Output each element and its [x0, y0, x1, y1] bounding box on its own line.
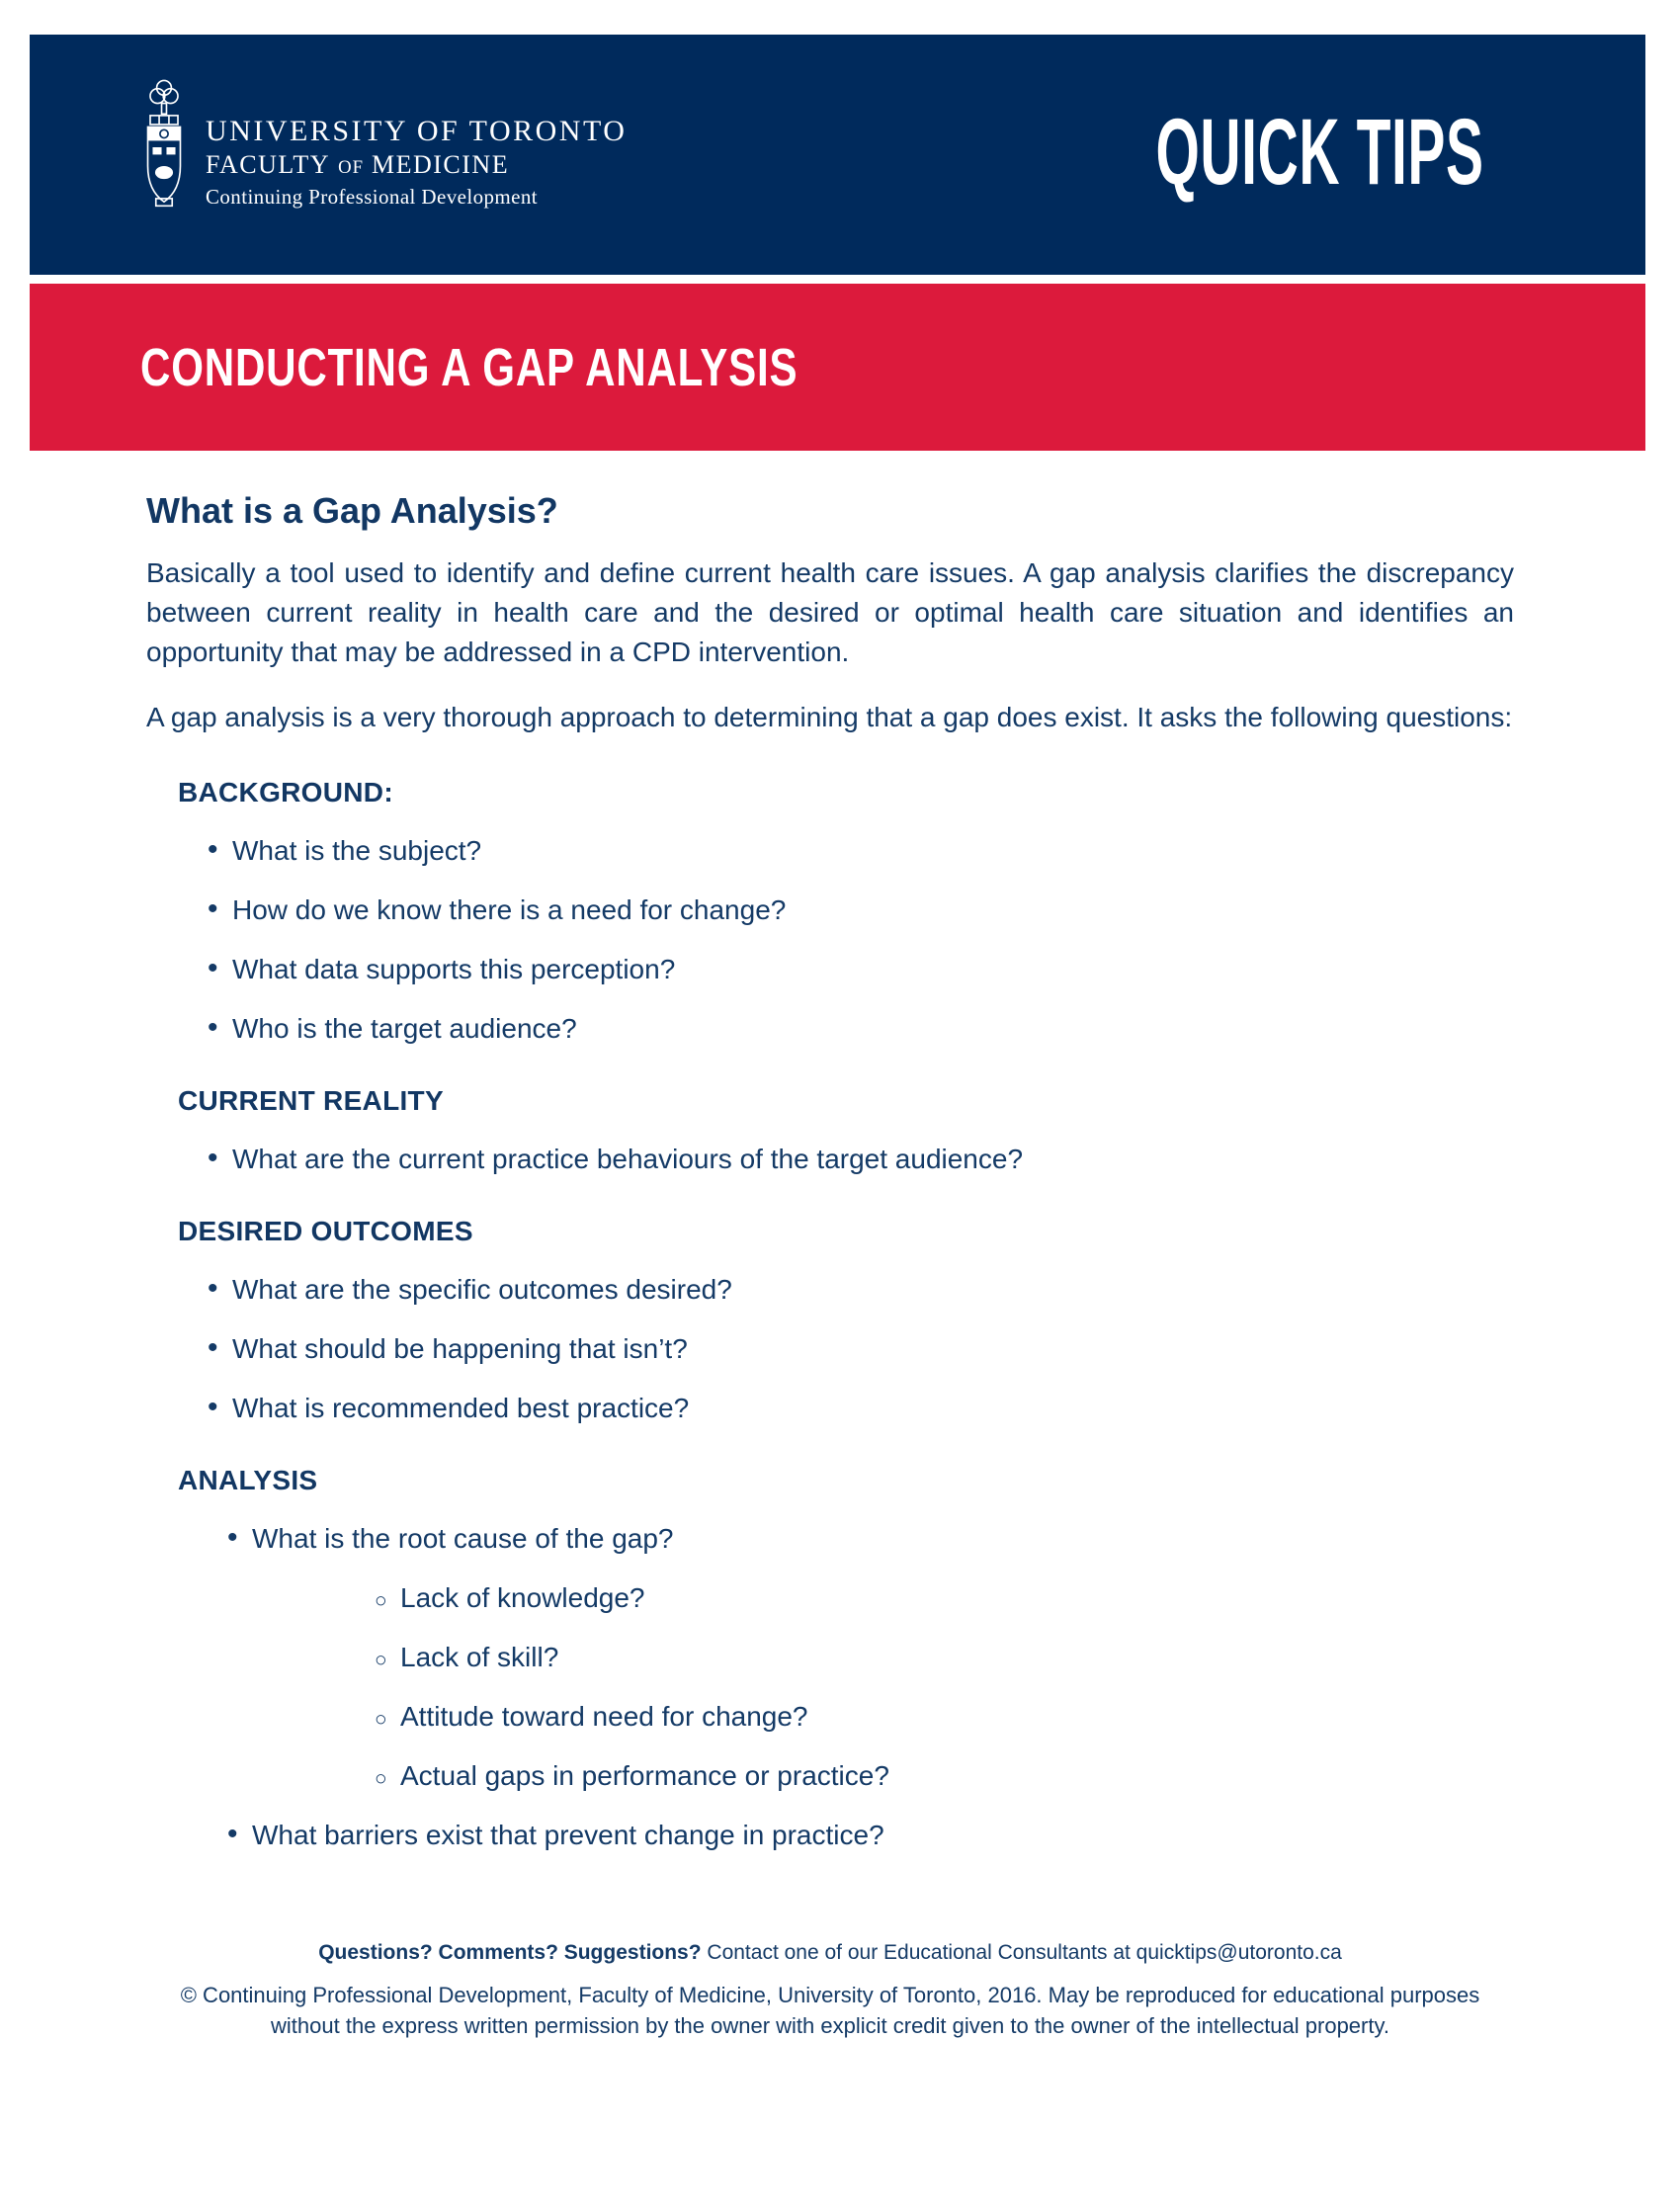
- section-desired-outcomes: [146, 1216, 1514, 1425]
- wordmark-of: OF: [338, 157, 364, 178]
- section-heading: BACKGROUND:: [178, 777, 393, 807]
- wordmark-line-faculty: [206, 149, 627, 183]
- bullet-text: Who is the target audience?: [232, 1013, 577, 1044]
- wordmark-medicine: MEDICINE: [372, 150, 510, 179]
- document-body: [0, 490, 1680, 2041]
- section-heading: CURRENT REALITY: [178, 1085, 444, 1116]
- sub-bullet-list: [252, 1581, 1514, 1793]
- uoft-logo: [138, 78, 627, 216]
- section-heading: DESIRED OUTCOMES: [178, 1216, 473, 1246]
- footer-contact-line: [146, 1939, 1514, 1967]
- bullet-list: [146, 1522, 1514, 1852]
- bullet-text: What is the root cause of the gap?: [252, 1523, 674, 1554]
- wordmark-line-cpd: Continuing Professional Development: [206, 185, 538, 209]
- bullet-item: [146, 1332, 1514, 1366]
- bullet-text: How do we know there is a need for change?: [232, 894, 787, 925]
- bullet-item: [146, 1143, 1514, 1176]
- bullet-text: What are the current practice behaviours of the target audience?: [232, 1144, 1024, 1174]
- bullet-text: What barriers exist that prevent change in practice?: [252, 1820, 884, 1850]
- page: [0, 35, 1680, 2209]
- bullet-text: What should be happening that isn’t?: [232, 1333, 688, 1364]
- intro-paragraph-2: A gap analysis is a very thorough approach to determining that a gap does exist. It asks the following questions:: [146, 702, 1513, 732]
- uoft-crest-icon: [138, 78, 190, 216]
- bullet-item: [146, 1273, 1514, 1307]
- bullet-item: [146, 1522, 1514, 1793]
- sub-bullet-item: ○ Actual gaps in performance or practice?: [252, 1759, 1514, 1793]
- footer: [146, 1939, 1514, 2041]
- quick-tips-wordmark: QUICK TIPS: [1155, 100, 1484, 205]
- footer-copyright: © Continuing Professional Development, Faculty of Medicine, University of Toronto, 2016. May be reproduced for educational purposes without the express written permission by the owner with explicit credit given to the owner of the intellectual property.: [180, 1983, 1480, 2038]
- bullet-item: [146, 1819, 1514, 1852]
- intro-paragraph-1: Basically a tool used to identify and define current health care issues. A gap analysis clarifies the discrepancy between current reality in health care and the desired or optimal health care situation and identifies an opportunity that may be addressed in a CPD intervention.: [146, 557, 1514, 667]
- sub-bullet-item: ○ Lack of knowledge?: [252, 1581, 1514, 1615]
- document-title: CONDUCTING A GAP ANALYSIS: [140, 337, 798, 397]
- wordmark-line-university: UNIVERSITY OF TORONTO: [206, 115, 628, 147]
- bullet-text: What are the specific outcomes desired?: [232, 1274, 732, 1305]
- intro-heading: What is a Gap Analysis?: [146, 490, 558, 531]
- bullet-item: [146, 834, 1514, 868]
- section-current-reality: [146, 1085, 1514, 1176]
- section-heading: ANALYSIS: [178, 1465, 318, 1495]
- uoft-wordmark: [206, 78, 627, 216]
- footer-contact-prompt: Questions? Comments? Suggestions?: [318, 1941, 702, 1964]
- bullet-list: [146, 1273, 1514, 1425]
- wordmark-faculty: FACULTY: [206, 150, 331, 179]
- section-background: [146, 777, 1514, 1046]
- masthead: [30, 35, 1645, 275]
- bullet-list: [146, 1143, 1514, 1176]
- bullet-item: [146, 1392, 1514, 1425]
- footer-contact-text: Contact one of our Educational Consultants at quicktips@utoronto.ca: [701, 1941, 1342, 1964]
- bullet-text: What is recommended best practice?: [232, 1393, 690, 1423]
- bullet-item: [146, 893, 1514, 927]
- question-sections: [146, 777, 1514, 1852]
- sub-bullet-item: ○ Lack of skill?: [252, 1641, 1514, 1674]
- bullet-item: [146, 953, 1514, 986]
- title-banner: [30, 284, 1645, 451]
- sub-bullet-item: ○ Attitude toward need for change?: [252, 1700, 1514, 1734]
- bullet-text: What data supports this perception?: [232, 954, 676, 984]
- section-analysis: [146, 1465, 1514, 1852]
- bullet-item: [146, 1012, 1514, 1046]
- bullet-list: [146, 834, 1514, 1046]
- bullet-text: What is the subject?: [232, 835, 482, 866]
